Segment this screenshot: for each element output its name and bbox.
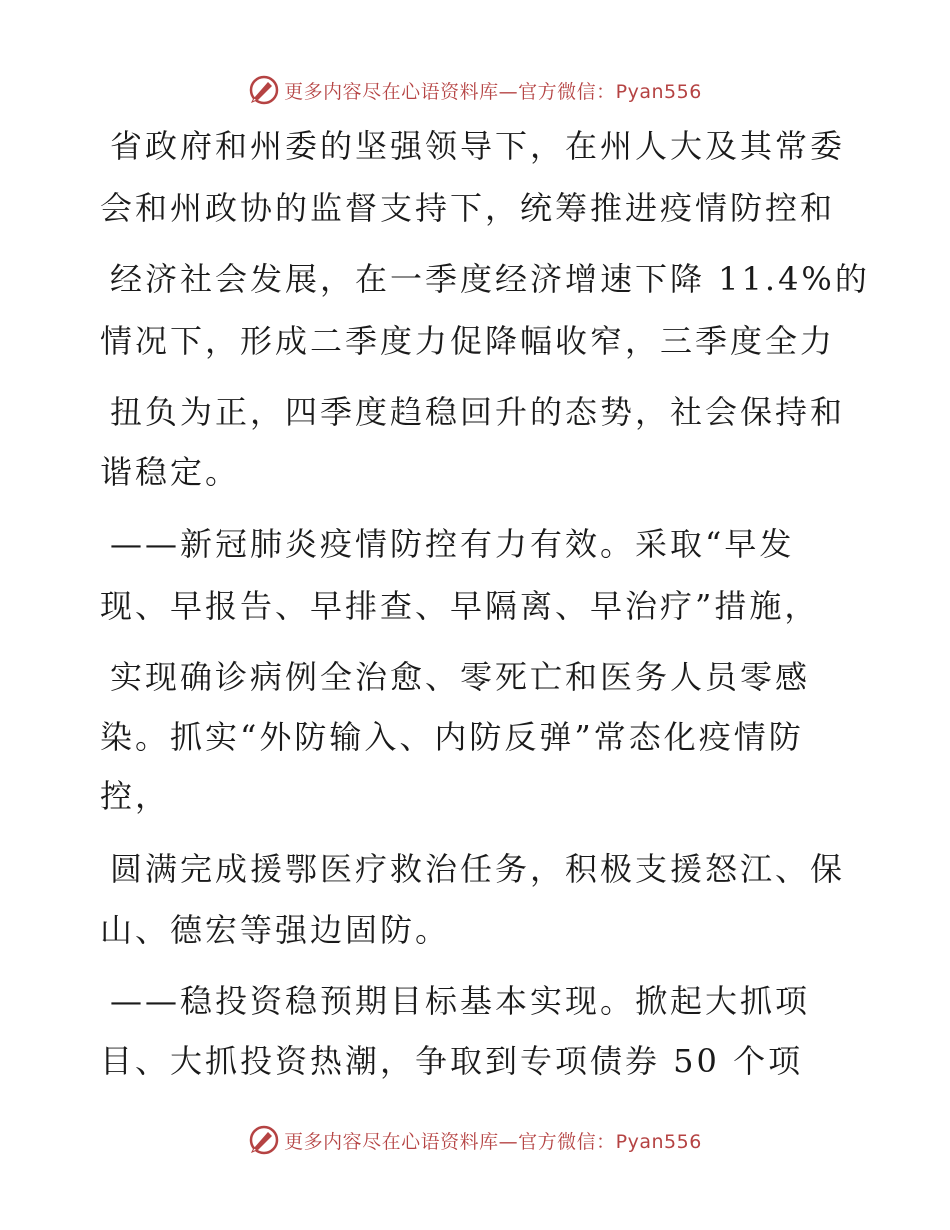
- pen-logo-icon: [248, 1124, 280, 1156]
- text-line: 目、大抓投资热潮，争取到专项债券 50 个项: [100, 1042, 804, 1080]
- text-line: 控，: [100, 777, 171, 815]
- text-line: 谐稳定。: [100, 453, 241, 491]
- text-line: 圆满完成援鄂医疗救治任务，积极支援怒江、保: [110, 850, 846, 888]
- watermark-text: 更多内容尽在心语资料库—官方微信：Pyan556: [284, 1130, 702, 1153]
- watermark-footer: [0, 1120, 950, 1160]
- watermark-text: 更多内容尽在心语资料库—官方微信：Pyan556: [284, 80, 702, 103]
- text-line: 省政府和州委的坚强领导下，在州人大及其常委: [110, 127, 846, 165]
- text-line: 会和州政协的监督支持下，统筹推进疫情防控和: [100, 189, 836, 227]
- text-line: ——新冠肺炎疫情防控有力有效。采取“早发: [110, 525, 795, 563]
- text-line: 山、德宏等强边固防。: [100, 911, 451, 949]
- text-line: 经济社会发展，在一季度经济增速下降 11.4%的: [110, 260, 870, 298]
- text-line: 情况下，形成二季度力促降幅收窄，三季度全力: [100, 322, 836, 360]
- text-line: 现、早报告、早排查、早隔离、早治疗”措施，: [100, 587, 820, 625]
- text-line: ——稳投资稳预期目标基本实现。掀起大抓项: [110, 982, 811, 1020]
- text-line: 染。抓实“外防输入、内防反弹”常态化疫情防: [100, 718, 804, 756]
- text-line: 实现确诊病例全治愈、零死亡和医务人员零感: [110, 658, 811, 696]
- text-line: 扭负为正，四季度趋稳回升的态势，社会保持和: [110, 393, 846, 431]
